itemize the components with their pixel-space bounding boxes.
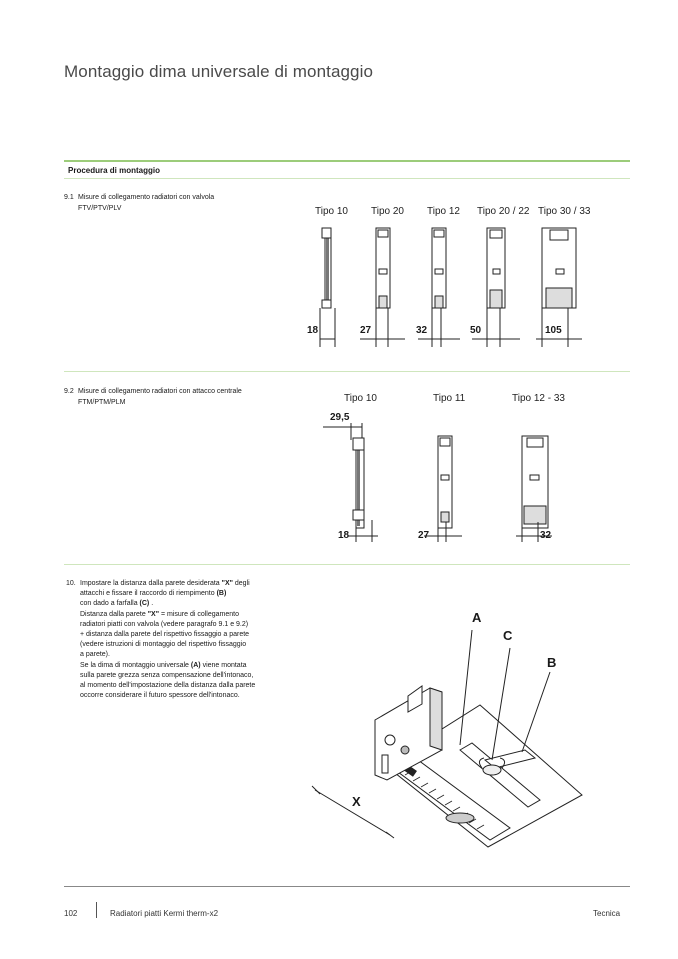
item-number: 9.1 — [64, 194, 74, 201]
para-text: . — [149, 600, 154, 608]
fig92-type-label: Tipo 12 - 33 — [512, 393, 565, 404]
footer-section: Tecnica — [593, 909, 621, 918]
item-text-line2: FTV/PTV/PLV — [78, 204, 122, 212]
para-text: al momento dell'impostazione della distanza dalla parete — [80, 682, 256, 690]
page-title: Montaggio dima universale di montaggio — [64, 62, 374, 81]
dimension-x-label: X — [352, 794, 361, 809]
section-top-rule — [64, 160, 630, 162]
fig92-dim-label: 32 — [540, 530, 552, 541]
separator-rule — [64, 564, 630, 565]
fig92-dim-label: 18 — [338, 530, 350, 541]
fig91-dim-label: 50 — [470, 325, 482, 336]
fig91-dim-label: 32 — [416, 325, 428, 336]
footer-doc-title: Radiatori piatti Kermi therm-x2 — [110, 909, 219, 918]
para-text: Distanza dalla parete — [80, 610, 148, 618]
item-text-line1: Misure di collegamento radiatori con attacco centrale — [78, 388, 242, 395]
para-bold: "X" — [221, 580, 233, 587]
callout-b: B — [547, 655, 557, 670]
fig91-type-label: Tipo 20 — [371, 206, 404, 217]
para-text: radiatori piatti con valvola (vedere paragrafo 9.1 e 9.2) — [80, 620, 249, 628]
fig91-dim-label: 18 — [307, 325, 319, 336]
section-heading: Procedura di montaggio — [68, 166, 161, 175]
para-text: = misure di collegamento — [159, 610, 239, 618]
fig92-drawing — [320, 420, 570, 545]
fig91-type-label: Tipo 12 — [427, 206, 460, 217]
fig92-type-label: Tipo 11 — [433, 393, 466, 404]
fig91-dim-label: 105 — [545, 325, 562, 336]
para-bold: (C) — [139, 600, 150, 608]
item-9-2 — [64, 387, 284, 408]
para-text: degli — [232, 580, 250, 587]
item-number: 10. — [66, 580, 76, 587]
item-9-1 — [64, 193, 264, 214]
footer-rule — [64, 886, 630, 887]
item-number: 9.2 — [64, 388, 74, 395]
callout-a: A — [472, 610, 482, 625]
separator-rule — [64, 371, 630, 372]
para-text: (vedere istruzioni di montaggio del rispettivo fissaggio — [80, 641, 247, 649]
fig92-dim-label: 27 — [418, 530, 430, 541]
para-text: viene montata — [200, 661, 247, 669]
section-bottom-rule — [64, 178, 630, 179]
fig91-dim-label: 27 — [360, 325, 372, 336]
para-text: attacchi e fissare il raccordo di riempimento — [80, 590, 217, 598]
callout-c: C — [503, 628, 513, 643]
para-bold: "X" — [147, 610, 160, 618]
footer-divider — [96, 902, 97, 918]
mounting-template-illustration — [310, 600, 600, 850]
fig92-top-dim-label: 29,5 — [330, 412, 350, 423]
para-text: Se la dima di montaggio universale — [80, 661, 191, 669]
item-text-line2: FTM/PTM/PLM — [78, 398, 126, 406]
item-10-paragraph — [66, 579, 266, 701]
item-text-line1: Misure di collegamento radiatori con valvola — [78, 194, 215, 201]
fig91-type-label: Tipo 20 / 22 — [477, 206, 530, 217]
para-bold: (A) — [190, 661, 201, 669]
para-text: con dado a farfalla — [80, 600, 140, 608]
fig91-type-label: Tipo 30 / 33 — [538, 206, 591, 217]
para-text: a parete). — [80, 651, 110, 659]
fig91-type-label: Tipo 10 — [315, 206, 348, 217]
para-text: + distanza dalla parete del rispettivo fissaggio a parete — [80, 631, 250, 639]
fig92-type-label: Tipo 10 — [344, 393, 377, 404]
para-text: occorre considerare il futuro spessore dell'intonaco. — [80, 692, 240, 700]
page-number: 102 — [64, 909, 78, 918]
para-text: Impostare la distanza dalla parete desiderata — [80, 580, 222, 587]
para-bold: (B) — [216, 590, 227, 598]
para-text: sulla parete grezza senza compensazione dell'intonaco, — [80, 671, 254, 679]
